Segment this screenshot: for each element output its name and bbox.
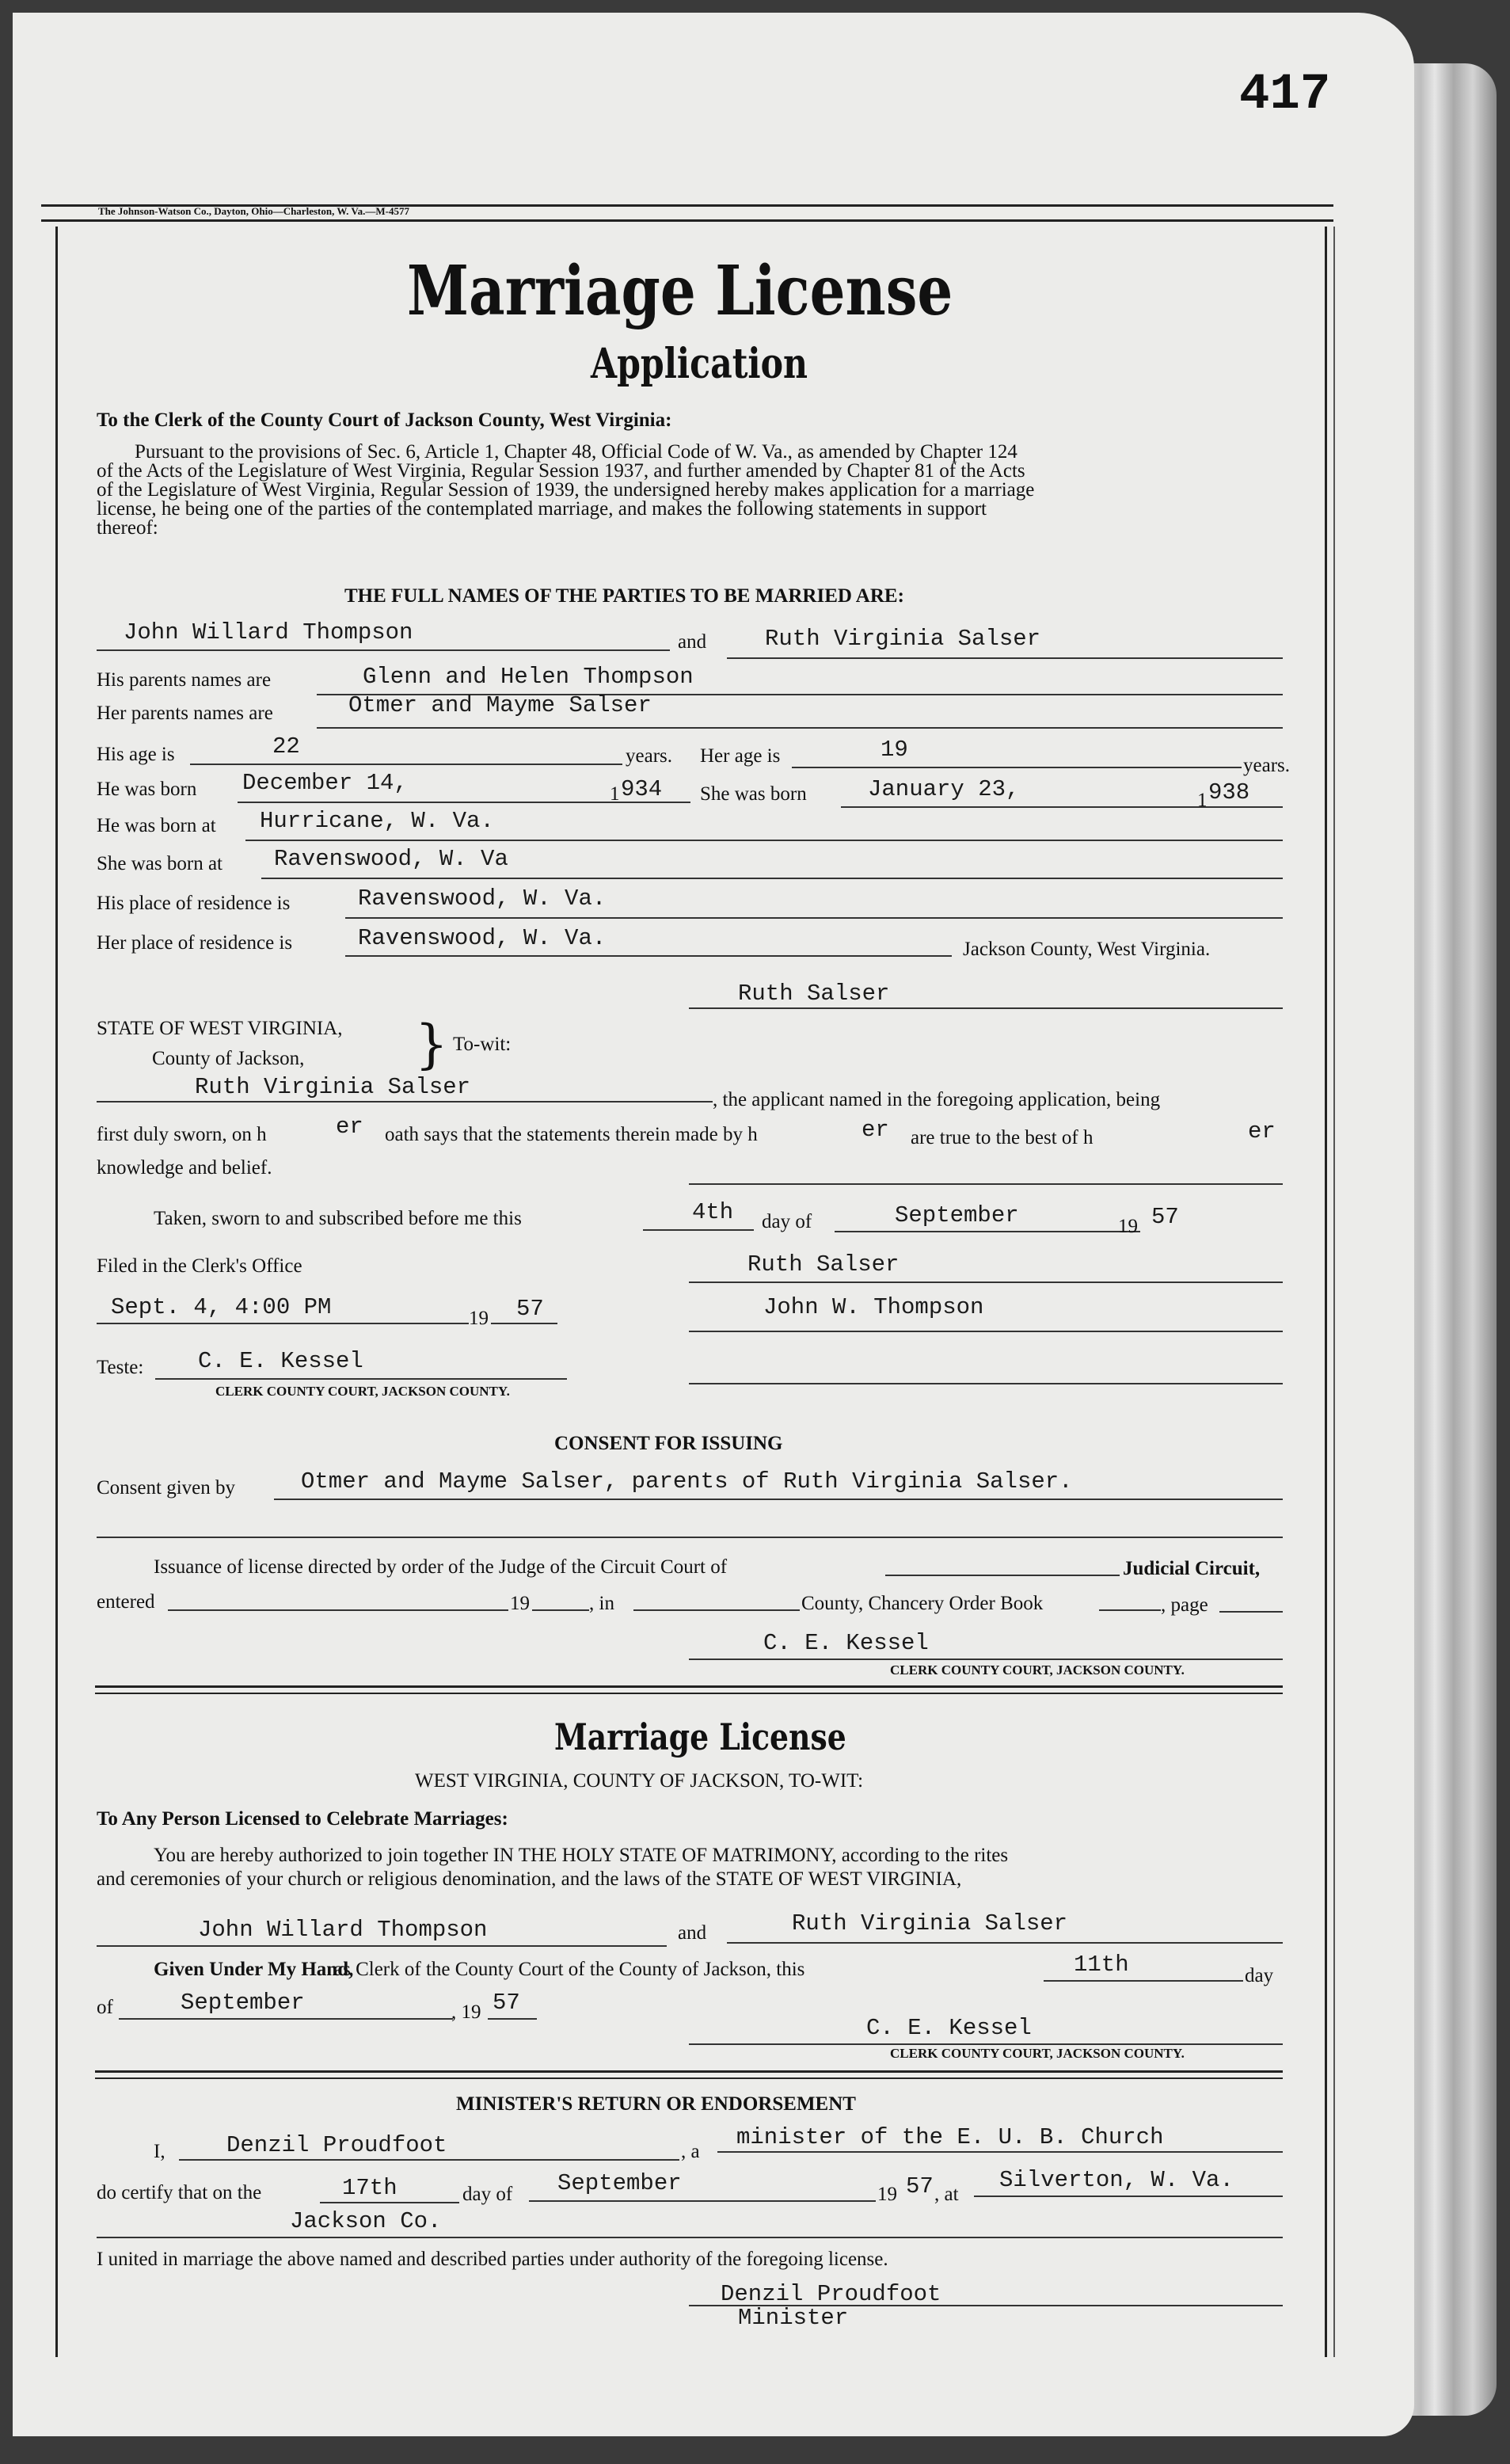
consent-clerk-caption: CLERK COUNTY COURT, JACKSON COUNTY. [890, 1662, 1185, 1678]
license-of-label: of [97, 1997, 113, 2018]
his-residence-line [345, 917, 1283, 919]
top-band [41, 204, 1333, 222]
day-of-label: day of [762, 1211, 812, 1232]
form-frame [55, 227, 1327, 2357]
signature-groom-line [689, 1331, 1283, 1332]
sworn-day-line [643, 1229, 754, 1231]
his-birthplace: Hurricane, W. Va. [260, 808, 494, 834]
page-stack-edge [1402, 63, 1497, 2416]
license-groom-line [97, 1945, 667, 1947]
license-bride: Ruth Virginia Salser [792, 1910, 1068, 1937]
license-year-line [488, 2018, 537, 2020]
affidavit-state: STATE OF WEST VIRGINIA, [97, 1018, 343, 1039]
license-title: Marriage License [554, 1716, 846, 1758]
license-groom: John Willard Thompson [198, 1917, 488, 1943]
license-and: and [678, 1922, 707, 1944]
his-birth-line [238, 802, 690, 803]
minister-title-line [717, 2151, 1283, 2153]
her-birthplace-line [261, 878, 1283, 879]
his-parents-value: Glenn and Helen Thompson [363, 664, 694, 690]
his-years-label: years. [626, 745, 672, 767]
consent-line [274, 1499, 1283, 1500]
ceremony-month: September [557, 2170, 682, 2196]
teste-name: C. E. Kessel [198, 1348, 363, 1374]
license-address: To Any Person Licensed to Celebrate Marriages: [97, 1808, 508, 1830]
applicant-signature-line [689, 1007, 1283, 1009]
page-number: 417 [1239, 67, 1331, 124]
brace: } [415, 1014, 448, 1075]
order-book-line [1099, 1609, 1161, 1611]
sworn-year-prefix: 19 [1118, 1216, 1138, 1237]
given-rest: as Clerk of the County Court of the County of Jackson, this [334, 1959, 805, 1980]
her-age-label: Her age is [700, 745, 781, 767]
her-birth-year: 938 [1208, 779, 1250, 805]
her-parents-value: Otmer and Mayme Salser [348, 692, 652, 718]
certify-label: do certify that on the [97, 2182, 262, 2203]
ceremony-year: 57 [906, 2173, 934, 2199]
his-birthplace-line [245, 840, 1283, 841]
sworn-text: Taken, sworn to and subscribed before me this [154, 1208, 522, 1229]
at-label: , at [934, 2184, 959, 2205]
county-line [633, 1609, 800, 1611]
ceremony-county: Jackson Co. [290, 2208, 442, 2234]
filed-year: 57 [516, 1296, 544, 1322]
preamble-line: Pursuant to the provisions of Sec. 6, Article 1, Chapter 48, Official Code of W. Va., as amended by Chapter 124 [135, 441, 1017, 463]
affidavit-applicant-line [97, 1101, 713, 1103]
preamble-line: license, he being one of the parties of the contemplated marriage, and makes the following statements in support [97, 498, 987, 520]
entered-line [168, 1609, 508, 1611]
her-birthplace: Ravenswood, W. Va [274, 846, 508, 872]
judicial-circuit-label: Judicial Circuit, [1123, 1558, 1261, 1579]
consent-label: Consent given by [97, 1477, 235, 1499]
consent-heading: CONSENT FOR ISSUING [554, 1433, 783, 1454]
minister-title: minister of the E. U. B. Church [736, 2124, 1164, 2150]
ceremony-year-prefix: 19 [877, 2184, 897, 2205]
her-parents-label: Her parents names are [97, 703, 273, 724]
sworn-year: 57 [1151, 1204, 1179, 1230]
minister-heading: MINISTER'S RETURN OR ENDORSEMENT [456, 2093, 856, 2115]
his-residence: Ravenswood, W. Va. [358, 885, 607, 912]
his-age-label: His age is [97, 744, 175, 765]
consent-line-2 [97, 1537, 1283, 1538]
license-body-1: You are hereby authorized to join together IN THE HOLY STATE OF MATRIMONY, according to the rites [154, 1845, 1009, 1866]
preamble-line: of the Legislature of West Virginia, Regular Session of 1939, the undersigned hereby makes application for a marriage [97, 479, 1035, 501]
affidavit-extra-line [689, 1383, 1283, 1384]
minister-signature: Denzil Proudfoot [721, 2281, 941, 2307]
applicant-signature: Ruth Salser [738, 981, 890, 1007]
ceremony-day-of: day of [462, 2184, 513, 2205]
to-wit-label: To-wit: [453, 1034, 512, 1055]
ceremony-place: Silverton, W. Va. [999, 2167, 1234, 2193]
her-age-value: 19 [881, 737, 908, 763]
license-month-line [119, 2018, 453, 2020]
she-born-at-label: She was born at [97, 853, 223, 874]
affidavit-text2a: first duly sworn, on h [97, 1124, 267, 1145]
issuance-text: Issuance of license directed by order of the Judge of the Circuit Court of [154, 1556, 728, 1578]
printer-line: The Johnson-Watson Co., Dayton, Ohio—Charleston, W. Va.—M-4577 [98, 205, 409, 217]
preamble-line: thereof: [97, 517, 158, 539]
groom-name: John Willard Thompson [124, 619, 413, 646]
consent-clerk-name: C. E. Kessel [763, 1630, 929, 1656]
affidavit-county: County of Jackson, [152, 1048, 305, 1069]
filed-year-line [491, 1323, 557, 1324]
her-parents-line [317, 727, 1283, 729]
license-clerk-name: C. E. Kessel [866, 2015, 1032, 2041]
affidavit-text3: knowledge and belief. [97, 1157, 272, 1179]
license-year-prefix: , 19 [451, 2001, 481, 2023]
his-parents-label: His parents names are [97, 669, 272, 691]
license-clerk-caption: CLERK COUNTY COURT, JACKSON COUNTY. [890, 2046, 1185, 2061]
his-year-prefix: 1 [610, 783, 620, 805]
her-year-prefix: 1 [1197, 790, 1208, 811]
filed-date-line [97, 1323, 469, 1324]
his-residence-label: His place of residence is [97, 893, 291, 914]
sworn-month: September [895, 1202, 1019, 1228]
circuit-line [885, 1575, 1120, 1576]
section-divider-2 [95, 2070, 1283, 2079]
order-book-label: County, Chancery Order Book [801, 1593, 1044, 1614]
sworn-month-line [835, 1231, 1140, 1232]
her-birth-date: January 23, [868, 776, 1020, 802]
parties-heading: THE FULL NAMES OF THE PARTIES TO BE MARRIED ARE: [344, 585, 904, 607]
signature-bride-line [689, 1282, 1283, 1283]
teste-line [155, 1378, 567, 1380]
ceremony-day-line [320, 2202, 459, 2203]
entered-label: entered [97, 1591, 155, 1613]
entered-year-line [532, 1609, 589, 1611]
affidavit-pronoun1: er [336, 1114, 363, 1140]
form-title: Marriage License [407, 251, 953, 331]
minister-name: Denzil Proudfoot [226, 2132, 447, 2158]
her-birth-line [841, 806, 1283, 808]
license-day-line [1044, 1980, 1243, 1982]
license-year: 57 [493, 1990, 520, 2016]
his-age-line [190, 764, 622, 765]
she-born-label: She was born [700, 783, 807, 805]
consent-clerk-line [689, 1659, 1283, 1660]
filed-label: Filed in the Clerk's Office [97, 1255, 302, 1277]
license-day: 11th [1074, 1952, 1129, 1978]
preamble-line: of the Acts of the Legislature of West Virginia, Regular Session 1937, and further amended by Chapter 81 of the Acts [97, 460, 1025, 482]
filed-year-prefix: 19 [469, 1308, 489, 1329]
her-years-label: years. [1243, 755, 1290, 776]
in-label: , in [589, 1593, 614, 1614]
her-residence-line [345, 955, 952, 957]
affidavit-text2b: oath says that the statements therein made by h [385, 1124, 758, 1145]
her-age-line [792, 767, 1242, 768]
given-bold: Given Under My Hand, [154, 1959, 354, 1980]
license-day-label: day [1245, 1965, 1274, 1986]
teste-label: Teste: [97, 1357, 144, 1378]
page-label: , page [1161, 1594, 1208, 1616]
minister-i-label: I, [154, 2141, 165, 2162]
affidavit-applicant: Ruth Virginia Salser [195, 1074, 471, 1100]
affidavit-pronoun3: er [1248, 1118, 1276, 1144]
affidavit-sign-line [689, 1183, 1283, 1185]
entered-year-prefix: 19 [510, 1593, 530, 1614]
filed-date: Sept. 4, 4:00 PM [111, 1294, 332, 1320]
her-residence-label: Her place of residence is [97, 932, 293, 954]
affidavit-text1: , the applicant named in the foregoing application, being [713, 1089, 1161, 1110]
bride-name: Ruth Virginia Salser [765, 626, 1041, 652]
page-line [1219, 1611, 1283, 1613]
teste-caption: CLERK COUNTY COURT, JACKSON COUNTY. [215, 1384, 510, 1399]
his-age-value: 22 [272, 733, 300, 760]
ceremony-day: 17th [342, 2175, 397, 2201]
consent-value: Otmer and Mayme Salser, parents of Ruth Virginia Salser. [301, 1468, 1073, 1495]
bride-name-line [727, 657, 1283, 659]
minister-signature-title: Minister [738, 2305, 849, 2331]
license-clerk-line [689, 2043, 1283, 2045]
his-birth-date: December 14, [242, 770, 408, 796]
address-line: To the Clerk of the County Court of Jackson County, West Virginia: [97, 409, 672, 431]
form-subtitle: Application [591, 340, 808, 388]
license-bride-line [727, 1942, 1283, 1944]
her-residence: Ravenswood, W. Va. [358, 925, 607, 951]
license-month: September [181, 1990, 305, 2016]
signature-groom: John W. Thompson [763, 1294, 984, 1320]
his-birth-year: 934 [621, 776, 663, 802]
section-divider [95, 1685, 1283, 1694]
sworn-day: 4th [692, 1199, 734, 1225]
ceremony-county-line [97, 2237, 1283, 2238]
signature-bride: Ruth Salser [747, 1251, 900, 1278]
minister-name-line [179, 2159, 679, 2161]
license-body-2: and ceremonies of your church or religious denomination, and the laws of the STATE OF WEST VIRGINIA, [97, 1868, 962, 1890]
form-frame-inner [1333, 227, 1335, 2357]
groom-name-line [97, 649, 670, 651]
affidavit-pronoun2: er [861, 1117, 889, 1143]
county-state-label: Jackson County, West Virginia. [963, 939, 1211, 960]
and-label: and [678, 631, 707, 653]
he-born-at-label: He was born at [97, 815, 216, 836]
license-jurisdiction: WEST VIRGINIA, COUNTY OF JACKSON, TO-WIT: [415, 1770, 864, 1792]
affidavit-text2c: are true to the best of h [911, 1127, 1094, 1148]
ceremony-place-line [974, 2196, 1283, 2197]
minister-a-label: , a [681, 2141, 700, 2162]
minister-statement: I united in marriage the above named and described parties under authority of the foregoing license. [97, 2249, 888, 2270]
ceremony-month-line [529, 2200, 876, 2202]
he-born-label: He was born [97, 779, 197, 800]
